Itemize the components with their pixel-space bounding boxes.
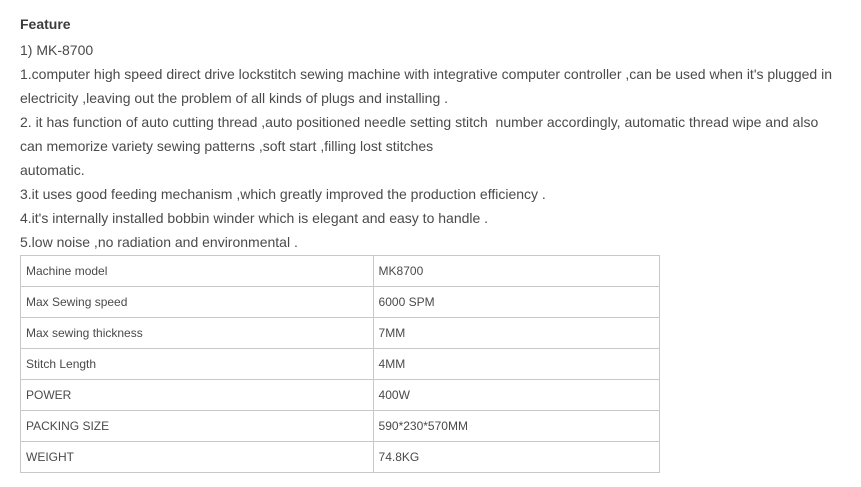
feature-heading: Feature: [20, 16, 71, 32]
table-row: [21, 318, 660, 349]
table-row: [21, 380, 660, 411]
table-row: [21, 411, 660, 442]
feature-line-4: can memorize variety sewing patterns ,soft start ,filling lost stitches: [20, 138, 434, 154]
product-description: [20, 14, 850, 473]
spec-value: 400W: [373, 380, 659, 411]
spec-value: 6000 SPM: [373, 287, 659, 318]
spec-value: 590*230*570MM: [373, 411, 659, 442]
spec-table: [20, 255, 660, 473]
feature-line-6: 3.it uses good feeding mechanism ,which greatly improved the production efficiency .: [20, 186, 546, 202]
feature-line-2: electricity ,leaving out the problem of all kinds of plugs and installing .: [20, 90, 449, 106]
feature-line-1: 1.computer high speed direct drive lockstitch sewing machine with integrative computer controller ,can be used when it's plugged in: [20, 66, 832, 82]
spec-value: 74.8KG: [373, 442, 659, 473]
spec-value: 4MM: [373, 349, 659, 380]
table-row: [21, 256, 660, 287]
feature-line-3: 2. it has function of auto cutting thread ,auto positioned needle setting stitch number accordingly, automatic thread wipe and also: [20, 114, 819, 130]
spec-label: Max Sewing speed: [21, 287, 374, 318]
spec-label: Machine model: [21, 256, 374, 287]
model-line: 1) MK-8700: [20, 42, 94, 58]
feature-line-7: 4.it's internally installed bobbin winder which is elegant and easy to handle .: [20, 210, 489, 226]
table-row: [21, 349, 660, 380]
feature-line-5: automatic.: [20, 162, 85, 178]
spec-label: PACKING SIZE: [21, 411, 374, 442]
table-row: [21, 287, 660, 318]
spec-value: MK8700: [373, 256, 659, 287]
feature-line-8: 5.low noise ,no radiation and environmental .: [20, 234, 298, 250]
spec-label: Max sewing thickness: [21, 318, 374, 349]
spec-label: WEIGHT: [21, 442, 374, 473]
spec-label: POWER: [21, 380, 374, 411]
spec-label: Stitch Length: [21, 349, 374, 380]
spec-value: 7MM: [373, 318, 659, 349]
table-row: [21, 442, 660, 473]
